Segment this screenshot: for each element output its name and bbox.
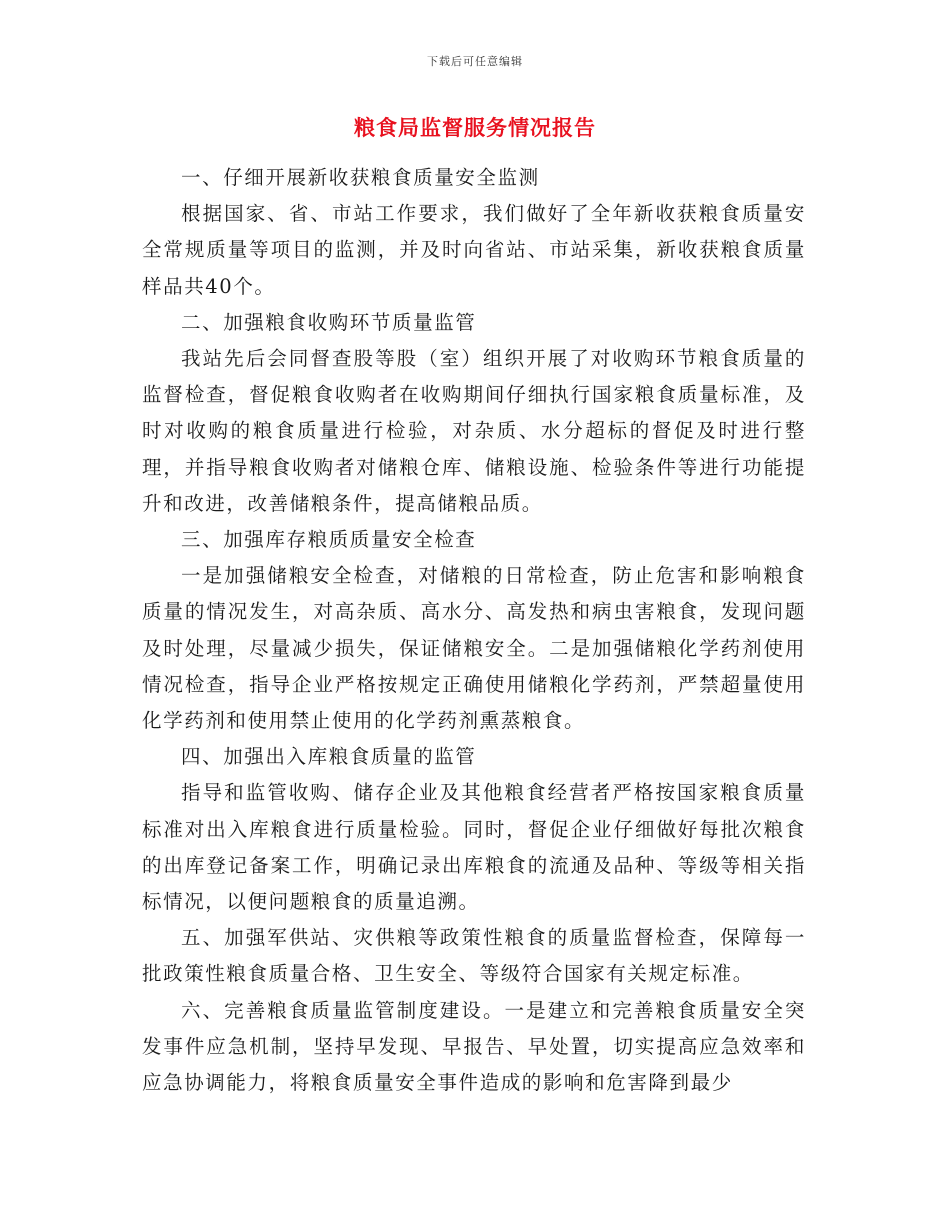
header-note: 下载后可任意编辑 — [427, 55, 523, 68]
section-paragraph-3: 一是加强储粮安全检查，对储粮的日常检查，防止危害和影响粮食质量的情况发生，对高杂质、高水分、高发热和病虫害粮食，发现问题及时处理，尽量减少损失，保证储粮安全。二是加强储粮化学药剂使用情况检查，指导企业严格按规定正确使用储粮化学药剂，严禁超量使用化学药剂和使用禁止使用的化学药剂熏蒸粮食。 — [142, 564, 806, 733]
document-title: 粮食局监督服务情况报告 — [354, 115, 596, 140]
section-heading-2: 二、加强粮食收购环节质量监管 — [181, 310, 477, 334]
section-paragraph-6: 六、完善粮食质量监管制度建设。一是建立和完善粮食质量安全突发事件应急机制，坚持早发现、早报告、早处置，切实提高应急效率和应急协调能力，将粮食质量安全事件造成的影响和危害降到最少 — [142, 998, 806, 1095]
section-heading-3: 三、加强库存粮质质量安全检查 — [181, 528, 477, 552]
section-heading-1: 一、仔细开展新收获粮食质量安全监测 — [181, 166, 540, 189]
section-heading-4: 四、加强出入库粮食质量的监管 — [181, 745, 477, 769]
section-paragraph-2: 我站先后会同督查股等股（室）组织开展了对收购环节粮食质量的监督检查，督促粮食收购者在收购期间仔细执行国家粮食质量标准，及时对收购的粮食质量进行检验，对杂质、水分超标的督促及时进行整理，并指导粮食收购者对储粮仓库、储粮设施、检验条件等进行功能提升和改进，改善储粮条件，提高储粮品质。 — [142, 347, 806, 515]
section-paragraph-5: 五、加强军供站、灾供粮等政策性粮食的质量监督检查，保障每一批政策性粮食质量合格、卫生安全、等级符合国家有关规定标准。 — [142, 926, 806, 986]
section-paragraph-1: 根据国家、省、市站工作要求，我们做好了全年新收获粮食质量安全常规质量等项目的监测，并及时向省站、市站采集，新收获粮食质量样品共40个。 — [142, 202, 806, 298]
section-paragraph-4: 指导和监管收购、储存企业及其他粮食经营者严格按国家粮食质量标准对出入库粮食进行质量检验。同时，督促企业仔细做好每批次粮食的出库登记备案工作，明确记录出库粮食的流通及品种、等级等相关指标情况，以便问题粮食的质量追溯。 — [142, 781, 806, 914]
document-body — [142, 160, 806, 1101]
